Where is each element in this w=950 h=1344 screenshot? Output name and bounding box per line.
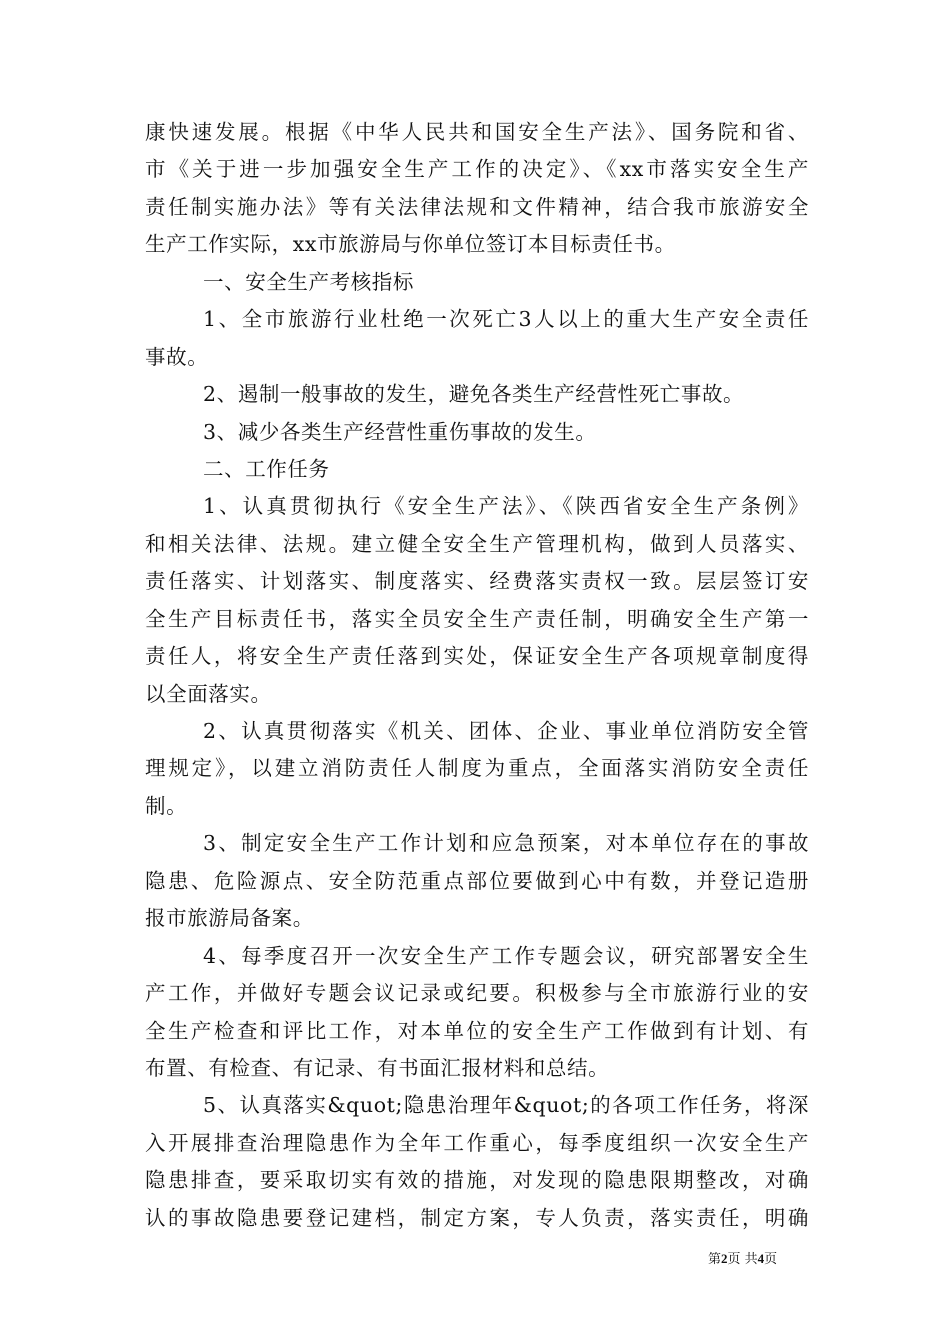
text-line: 认的事故隐患要登记建档，制定方案，专人负责，落实责任，明确 [145, 1205, 809, 1230]
section-heading: 二、工作任务 [203, 456, 330, 481]
text-line: 5、认真落实&quot;隐患治理年&quot;的各项工作任务，将深 [203, 1093, 809, 1118]
text-line: 1、认真贯彻执行《安全生产法》、《陕西省安全生产条例》 [203, 494, 809, 519]
text-line: 3、制定安全生产工作计划和应急预案，对本单位存在的事故 [203, 831, 809, 856]
total-pages-number: 4 [757, 1251, 765, 1266]
text-line: 生产工作实际，xx市旅游局与你单位签订本目标责任书。 [145, 232, 676, 257]
current-page-number: 2 [721, 1251, 728, 1266]
text-line: 隐患、危险源点、安全防范重点部位要做到心中有数，并登记造册 [145, 868, 809, 893]
text-line: 1、全市旅游行业杜绝一次死亡3人以上的重大生产安全责任 [203, 307, 809, 332]
text-line: 2、遏制一般事故的发生，避免各类生产经营性死亡事故。 [203, 382, 745, 407]
page-footer [708, 1248, 777, 1267]
text-line: 3、减少各类生产经营性重伤事故的发生。 [203, 419, 597, 444]
text-line: 报市旅游局备案。 [145, 906, 314, 931]
text-line: 事故。 [145, 344, 209, 369]
text-line: 和相关法律、法规。建立健全安全生产管理机构，做到人员落实、 [145, 531, 809, 556]
footer-suffix: 页 [764, 1252, 778, 1267]
text-line: 理规定》，以建立消防责任人制度为重点，全面落实消防安全责任 [145, 756, 809, 781]
text-line: 隐患排查，要采取切实有效的措施，对发现的隐患限期整改，对确 [145, 1168, 809, 1193]
text-line: 布置、有检查、有记录、有书面汇报材料和总结。 [145, 1055, 610, 1080]
footer-prefix: 第 [708, 1252, 722, 1267]
text-line: 4、每季度召开一次安全生产工作专题会议，研究部署安全生 [203, 943, 809, 968]
footer-middle: 页 共 [727, 1252, 758, 1267]
text-line: 制。 [145, 793, 188, 818]
text-line: 责任制实施办法》等有关法律法规和文件精神，结合我市旅游安全 [145, 194, 809, 219]
text-line: 全生产检查和评比工作，对本单位的安全生产工作做到有计划、有 [145, 1018, 809, 1043]
document-body [145, 114, 809, 1237]
text-line: 入开展排查治理隐患作为全年工作重心，每季度组织一次安全生产 [145, 1130, 809, 1155]
text-line: 康快速发展。根据《中华人民共和国安全生产法》、国务院和省、 [145, 120, 809, 144]
text-line: 市《关于进一步加强安全生产工作的决定》、《xx市落实安全生产 [145, 157, 809, 182]
text-line: 全生产目标责任书，落实全员安全生产责任制，明确安全生产第一 [145, 606, 809, 631]
text-line: 责任人，将安全生产责任落到实处，保证安全生产各项规章制度得 [145, 644, 809, 669]
text-line: 以全面落实。 [145, 681, 272, 706]
section-heading: 一、安全生产考核指标 [203, 269, 414, 294]
text-line: 2、认真贯彻落实《机关、团体、企业、事业单位消防安全管 [203, 719, 809, 743]
text-line: 产工作，并做好专题会议记录或纪要。积极参与全市旅游行业的安 [145, 981, 809, 1006]
text-line: 责任落实、计划落实、制度落实、经费落实责权一致。层层签订安 [145, 569, 809, 594]
